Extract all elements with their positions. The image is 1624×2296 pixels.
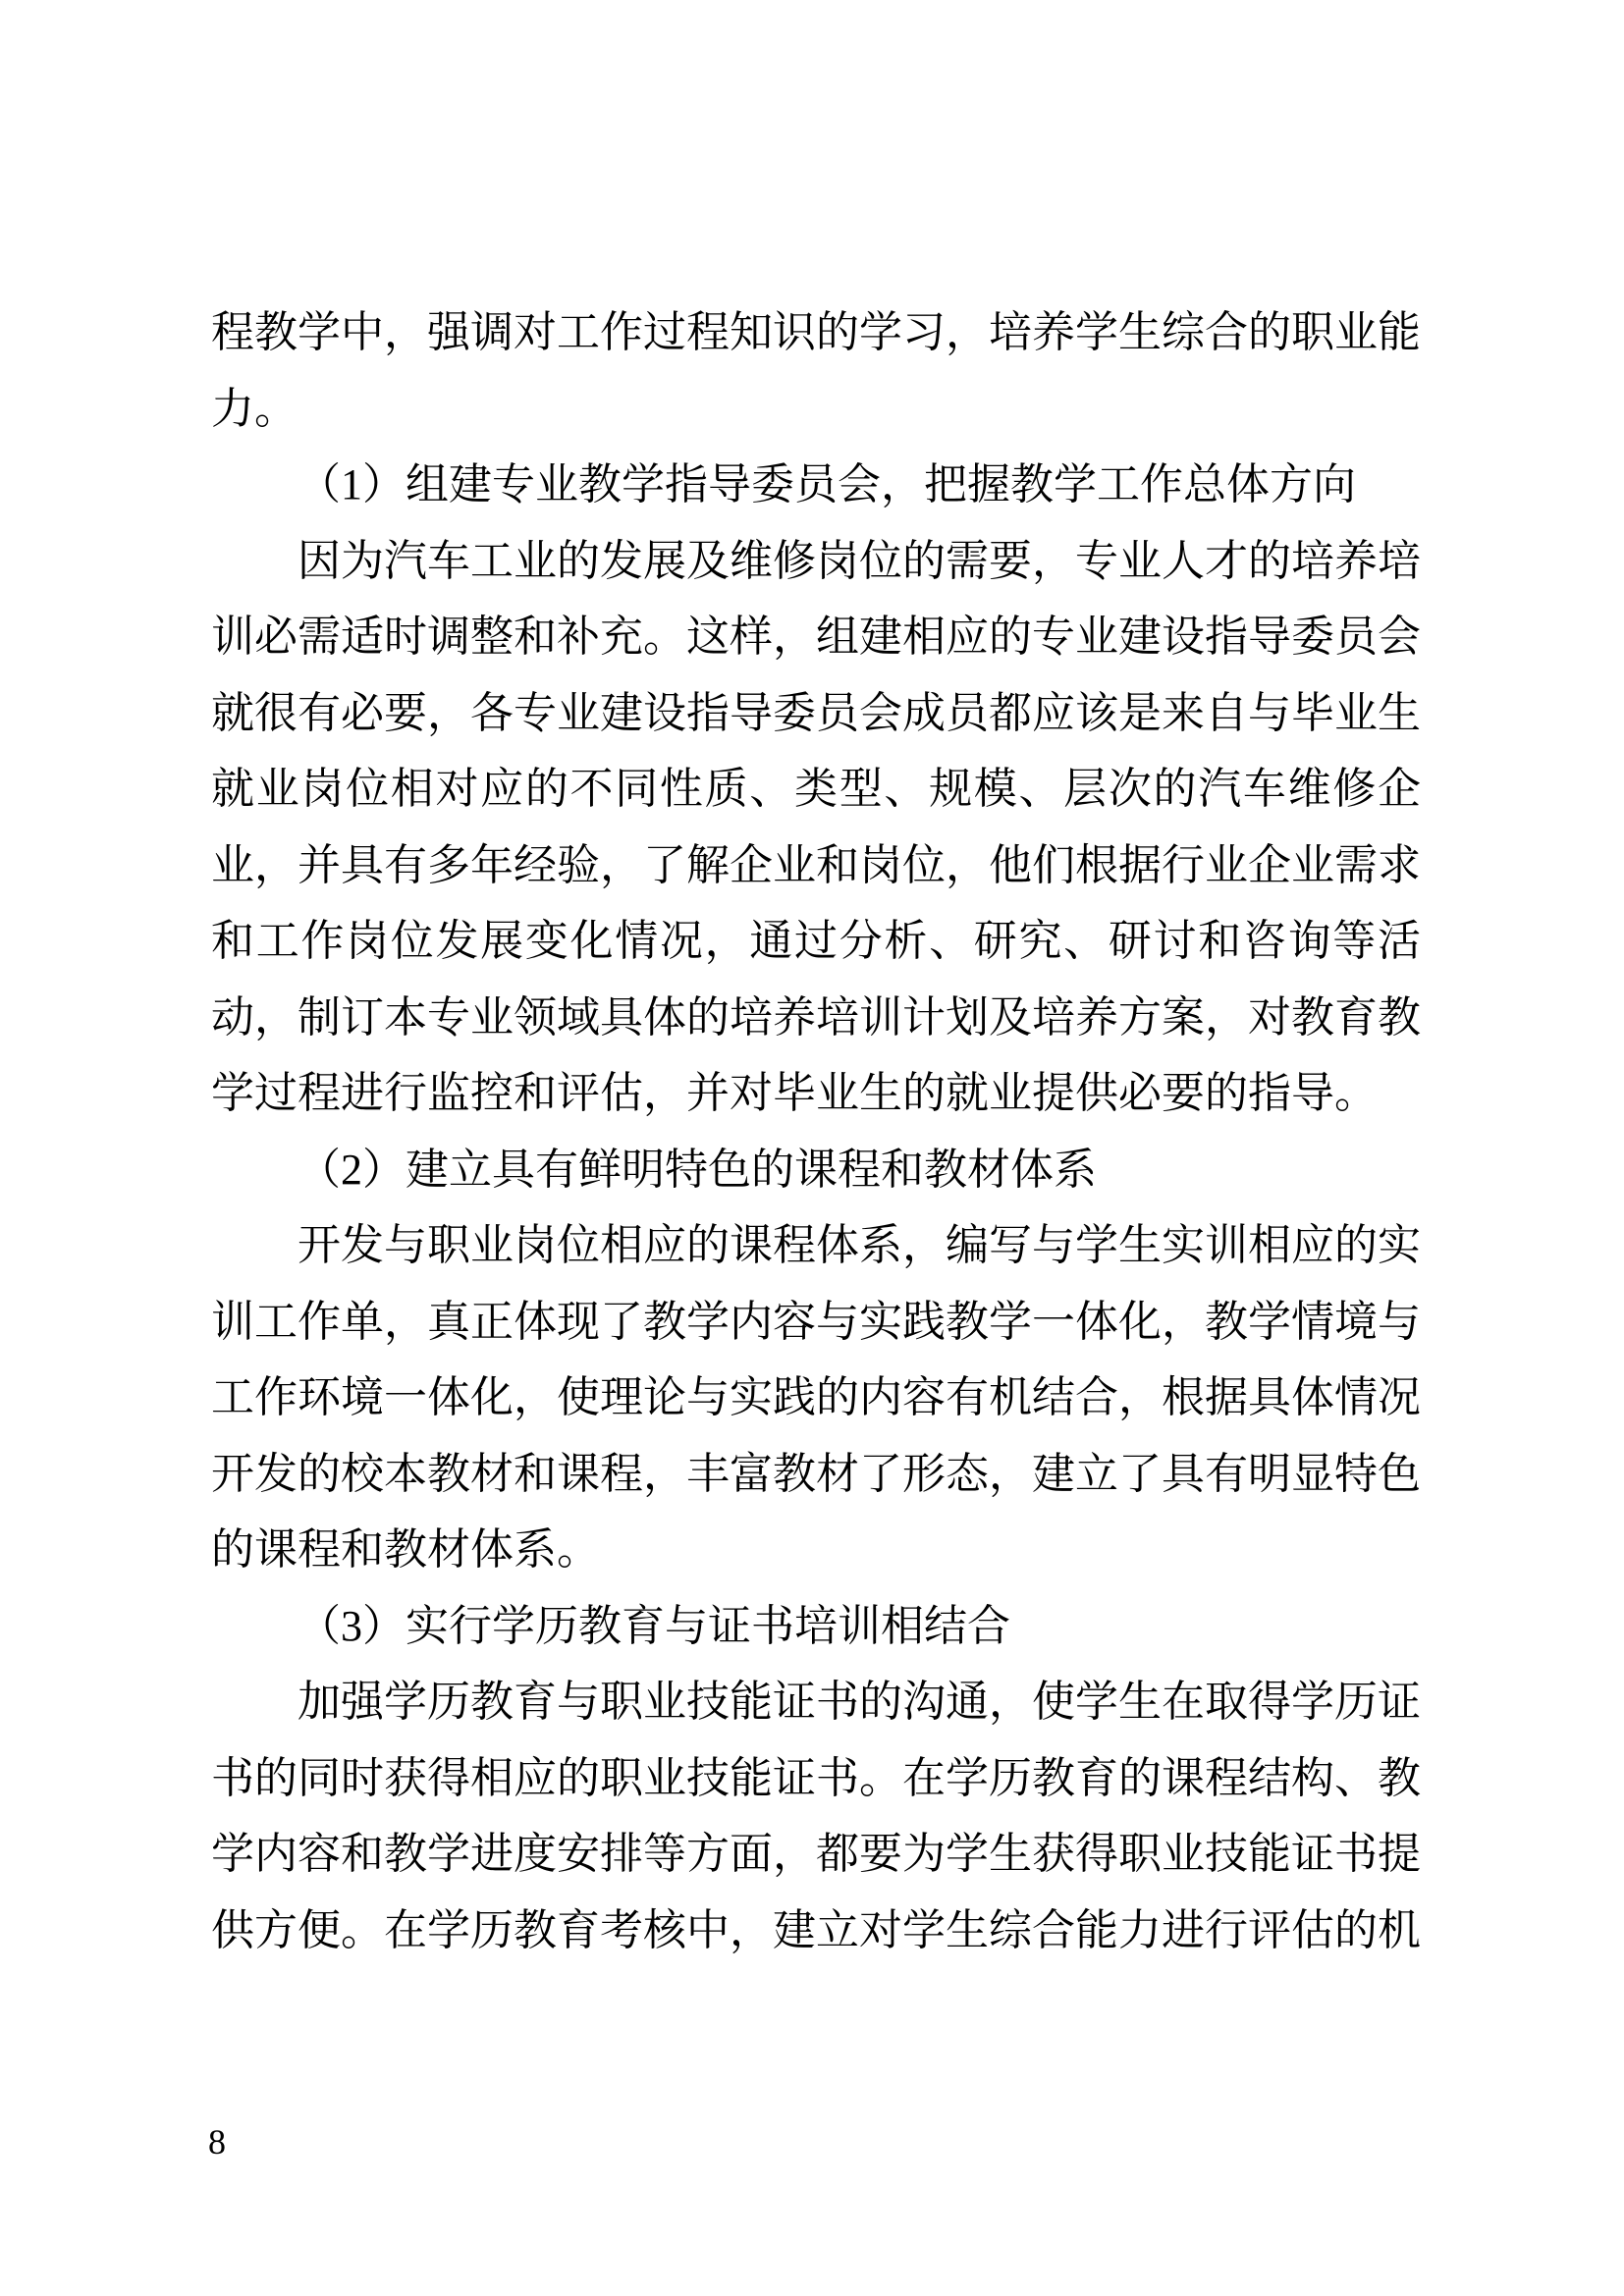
paragraph-heading-2: （2）建立具有鲜明特色的课程和教材体系 [298, 1145, 1097, 1194]
paragraph-body-1: 因为汽车工业的发展及维修岗位的需要，专业人才的培养培训必需适时调整和补充。这样，组建相应的专业建设指导委员会就很有必要，各专业建设指导委员会成员都应该是来自与毕业生就业岗位相对应的不同性质、类型、规模、层次的汽车维修企业，并具有多年经验，了解企业和岗位，他们根据行业企业需求和工作岗位发展变化情况，通过分析、研究、研讨和咨询等活动，制订本专业领域具体的培养培训计划及培养方案，对教育教学过程进行监控和评估，并对毕业生的就业提供必要的指导。 [211, 536, 1421, 1117]
paragraph-body-2: 开发与职业岗位相应的课程体系，编写与学生实训相应的实训工作单，真正体现了教学内容与实践教学一体化，教学情境与工作环境一体化，使理论与实践的内容有机结合，根据具体情况开发的校本教材和课程，丰富教材了形态，建立了具有明显特色的课程和教材体系。 [211, 1221, 1421, 1574]
page-number: 8 [208, 2122, 226, 2162]
document-body-text [211, 294, 1421, 1968]
paragraph-body-3: 加强学历教育与职业技能证书的沟通，使学生在取得学历证书的同时获得相应的职业技能证书。在学历教育的课程结构、教学内容和教学进度安排等方面，都要为学生获得职业技能证书提供方便。在学历教育考核中，建立对学生综合能力进行评估的机 [211, 1678, 1421, 1954]
paragraph-heading-1: （1）组建专业教学指导委员会，把握教学工作总体方向 [298, 460, 1356, 508]
paragraph-heading-3: （3）实行学历教育与证书培训相结合 [298, 1601, 1010, 1650]
paragraph-continuation: 程教学中，强调对工作过程知识的学习，培养学生综合的职业能力。 [211, 308, 1421, 433]
